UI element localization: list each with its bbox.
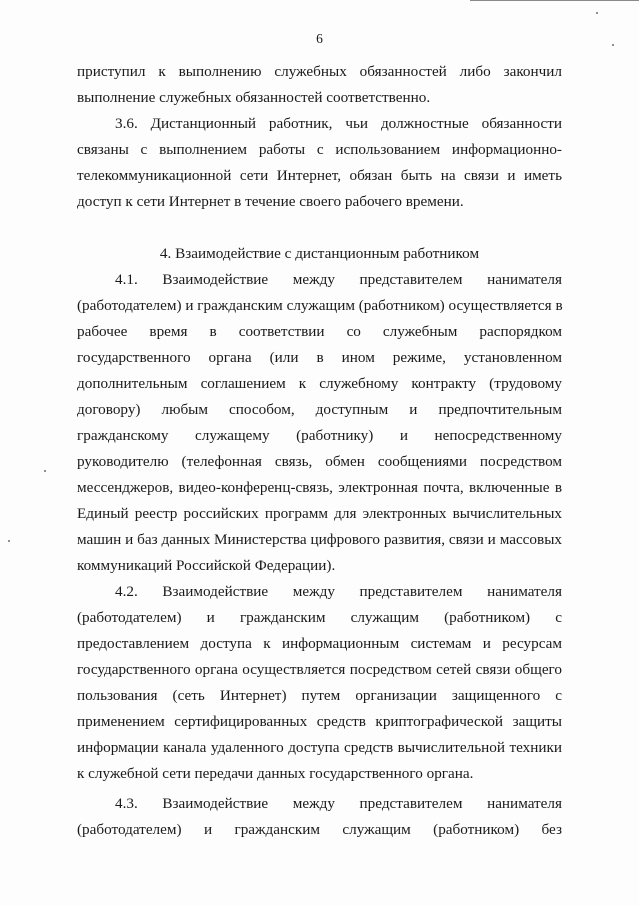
text-line: информации канала удаленного доступа средств вычислительной техники — [77, 739, 562, 756]
text-line: машин и баз данных Министерства цифрового развития, связи и массовых — [77, 531, 562, 548]
text-line: государственного органа осуществляется посредством сетей связи общего — [77, 661, 562, 678]
scan-speck — [8, 540, 10, 542]
text-line: договору) любым способом, доступным и предпочтительным — [77, 401, 562, 418]
text-line: гражданскому служащему (работнику) и непосредственному — [77, 427, 562, 444]
text-line: (работодателем) и гражданским служащим (работником) без — [77, 821, 562, 838]
text-line: пользования (сеть Интернет) путем организации защищенного с — [77, 687, 562, 704]
text-line: рабочее время в соответствии со служебным распорядком — [77, 323, 562, 340]
text-line: связаны с выполнением работы с использованием информационно- — [77, 141, 562, 158]
text-line: 4.2. Взаимодействие между представителем нанимателя — [115, 583, 562, 600]
text-line: руководителю (телефонная связь, обмен сообщениями посредством — [77, 453, 562, 470]
text-line: приступил к выполнению служебных обязанностей либо закончил — [77, 63, 562, 80]
text-line: к служебной сети передачи данных государственного органа. — [77, 765, 474, 782]
top-rule — [470, 0, 639, 1]
text-line: коммуникаций Российской Федерации). — [77, 557, 336, 574]
text-line: предоставлением доступа к информационным системам и ресурсам — [77, 635, 562, 652]
text-line: Единый реестр российских программ для электронных вычислительных — [77, 505, 562, 522]
text-line: дополнительным соглашением к служебному контракту (трудовому — [77, 375, 562, 392]
text-line: 4.3. Взаимодействие между представителем нанимателя — [115, 795, 562, 812]
text-line: применением сертифицированных средств криптографической защиты — [77, 713, 562, 730]
section-heading: 4. Взаимодействие с дистанционным работником — [159, 245, 480, 262]
text-line: доступ к сети Интернет в течение своего рабочего времени. — [77, 193, 464, 210]
scan-speck — [44, 470, 46, 472]
text-line: телекоммуникационной сети Интернет, обязан быть на связи и иметь — [77, 167, 562, 184]
text-line: мессенджеров, видео-конференц-связь, электронная почта, включенные в — [77, 479, 562, 496]
text-line: 3.6. Дистанционный работник, чьи должностные обязанности — [115, 115, 562, 132]
page-number: 6 — [316, 31, 323, 46]
text-line: (работодателем) и гражданским служащим (работником) осуществляется в — [77, 297, 563, 314]
text-line: (работодателем) и гражданским служащим (работником) с — [77, 609, 562, 626]
text-line: государственного органа (или в ином режиме, установленном — [77, 349, 562, 366]
text-line: 4.1. Взаимодействие между представителем нанимателя — [115, 271, 562, 288]
scan-speck — [612, 44, 614, 46]
scan-speck — [596, 12, 598, 14]
text-line: выполнение служебных обязанностей соответственно. — [77, 89, 431, 106]
